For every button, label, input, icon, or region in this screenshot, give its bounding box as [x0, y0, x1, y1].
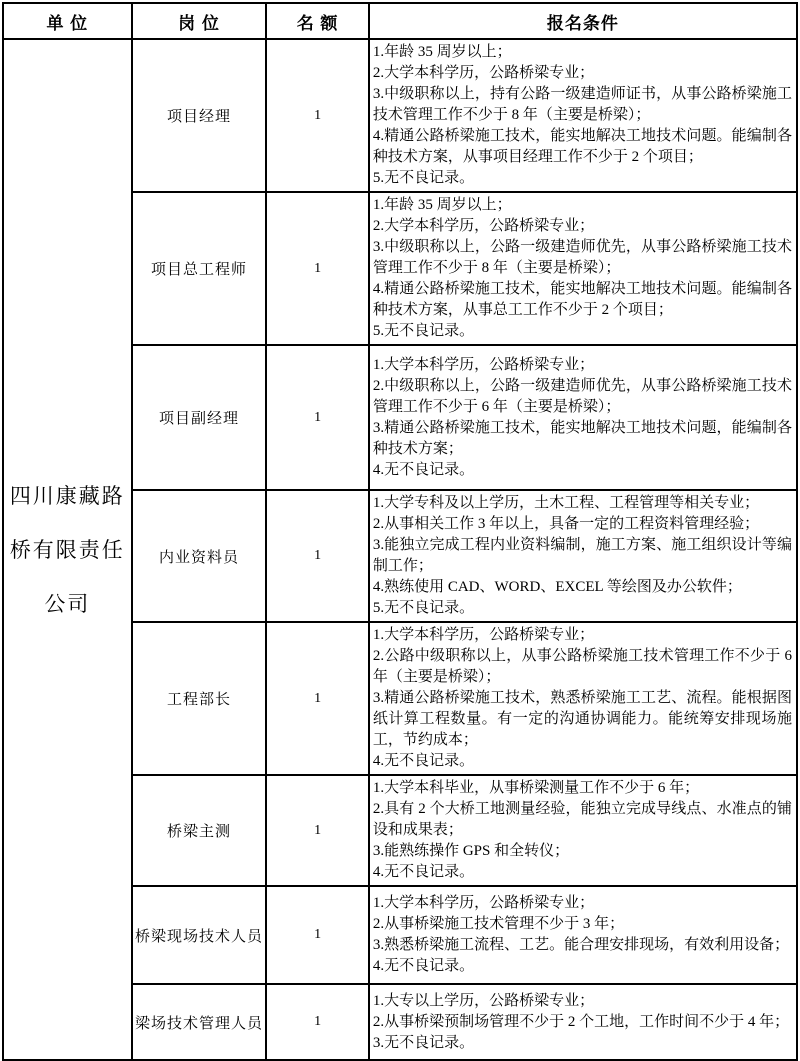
condition-line: 4.精通公路桥梁施工技术，能实地解决工地技术问题。能编制各种技术方案，从事总工工作不少于 2 个项目；: [372, 281, 792, 318]
condition-line: 4.熟练使用 CAD、WORD、EXCEL 等绘图及办公软件；: [372, 579, 742, 595]
condition-line: 4.无不良记录。: [372, 461, 475, 478]
condition-line: 2.大学本科学历，公路桥梁专业；: [372, 218, 595, 234]
position-cell: 梁场技术管理人员: [132, 984, 267, 1060]
condition-line: 1.年龄 35 周岁以上；: [372, 197, 512, 213]
conditions-cell: [369, 622, 797, 775]
condition-line: 4.无不良记录。: [372, 753, 475, 769]
condition-line: 2.公路中级职称以上，从事公路桥梁施工技术管理工作不少于 6 年（主要是桥梁）；: [372, 648, 792, 685]
position-cell: 项目副经理: [132, 345, 267, 490]
condition-line: 1.大学本科毕业，从事桥梁测量工作不少于 6 年；: [372, 780, 700, 796]
condition-line: 5.无不良记录。: [372, 170, 475, 186]
quota-cell: 1: [266, 775, 369, 886]
quota-cell: 1: [266, 622, 369, 775]
condition-line: 3.中级职称以上，公路一级建造师优先，从事公路桥梁施工技术管理工作不少于 8 年（主要是桥梁）；: [372, 239, 792, 276]
table-body: [3, 39, 797, 1060]
company-name-line: 四川康藏路: [9, 483, 125, 508]
header-quota: 名 额: [266, 3, 369, 39]
condition-line: 1.大专以上学历，公路桥梁专业；: [372, 992, 595, 1009]
conditions-cell: [369, 345, 797, 490]
condition-line: 3.能独立完成工程内业资料编制，施工方案、施工组织设计等编制工作；: [372, 537, 792, 574]
position-cell: 内业资料员: [132, 490, 267, 622]
condition-line: 3.熟悉桥梁施工流程、工艺。能合理安排现场，有效利用设备；: [372, 937, 790, 953]
quota-cell: 1: [266, 984, 369, 1060]
condition-line: 2.大学本科学历，公路桥梁专业；: [372, 65, 595, 81]
header-unit: 单 位: [3, 3, 132, 39]
company-name-line: 公司: [44, 591, 91, 616]
condition-line: 4.精通公路桥梁施工技术，能实地解决工地技术问题。能编制各种技术方案，从事项目经理工作不少于 2 个项目；: [372, 128, 792, 165]
company-name-line: 桥有限责任: [9, 537, 125, 562]
table-row: [3, 39, 797, 192]
condition-line: 3.中级职称以上，持有公路一级建造师证书，从事公路桥梁施工技术管理工作不少于 8 年（主要是桥梁）；: [372, 86, 792, 123]
conditions-cell: [369, 490, 797, 622]
quota-cell: 1: [266, 39, 369, 192]
condition-line: 2.从事桥梁预制场管理不少于 2 个工地，工作时间不少于 4 年；: [372, 1013, 790, 1030]
position-cell: 桥梁主测: [132, 775, 267, 886]
condition-line: 3.精通公路桥梁施工技术，能实地解决工地技术问题，能编制各种技术方案；: [372, 419, 792, 457]
conditions-cell: [369, 39, 797, 192]
condition-line: 1.大学本科学历，公路桥梁专业；: [372, 356, 595, 373]
header-conditions: 报名条件: [369, 3, 797, 39]
header-position: 岗 位: [132, 3, 267, 39]
condition-line: 5.无不良记录。: [372, 600, 475, 616]
condition-line: 2.从事相关工作 3 年以上，具备一定的工程资料管理经验；: [372, 516, 760, 532]
condition-line: 2.中级职称以上，公路一级建造师优先，从事公路桥梁施工技术管理工作不少于 6 年（主要是桥梁）；: [372, 377, 792, 415]
condition-line: 3.能熟练操作 GPS 和全转仪；: [372, 843, 570, 859]
conditions-cell: [369, 886, 797, 984]
condition-line: 3.精通公路桥梁施工技术，熟悉桥梁施工工艺、流程。能根据图纸计算工程数量。有一定的沟通协调能力。能统筹安排现场施工，节约成本；: [372, 690, 792, 748]
conditions-cell: [369, 192, 797, 345]
condition-line: 2.从事桥梁施工技术管理不少于 3 年；: [372, 916, 625, 932]
condition-line: 1.年龄 35 周岁以上；: [372, 44, 512, 60]
condition-line: 2.具有 2 个大桥工地测量经验，能独立完成导线点、水准点的铺设和成果表；: [372, 801, 792, 838]
condition-line: 1.大学本科学历，公路桥梁专业；: [372, 895, 595, 911]
condition-line: 1.大学专科及以上学历，土木工程、工程管理等相关专业；: [372, 495, 760, 511]
conditions-cell: [369, 775, 797, 886]
recruitment-table: [2, 2, 798, 1061]
condition-line: 3.无不良记录。: [372, 1034, 475, 1051]
quota-cell: 1: [266, 886, 369, 984]
position-cell: 桥梁现场技术人员: [132, 886, 267, 984]
condition-line: 4.无不良记录。: [372, 958, 475, 974]
quota-cell: 1: [266, 490, 369, 622]
condition-line: 4.无不良记录。: [372, 864, 475, 880]
position-cell: 项目经理: [132, 39, 267, 192]
table-header-row: [3, 3, 797, 39]
quota-cell: 1: [266, 192, 369, 345]
position-cell: 工程部长: [132, 622, 267, 775]
quota-cell: 1: [266, 345, 369, 490]
condition-line: 1.大学本科学历，公路桥梁专业；: [372, 627, 595, 643]
position-cell: 项目总工程师: [132, 192, 267, 345]
condition-line: 5.无不良记录。: [372, 323, 475, 339]
unit-cell: [3, 39, 132, 1060]
